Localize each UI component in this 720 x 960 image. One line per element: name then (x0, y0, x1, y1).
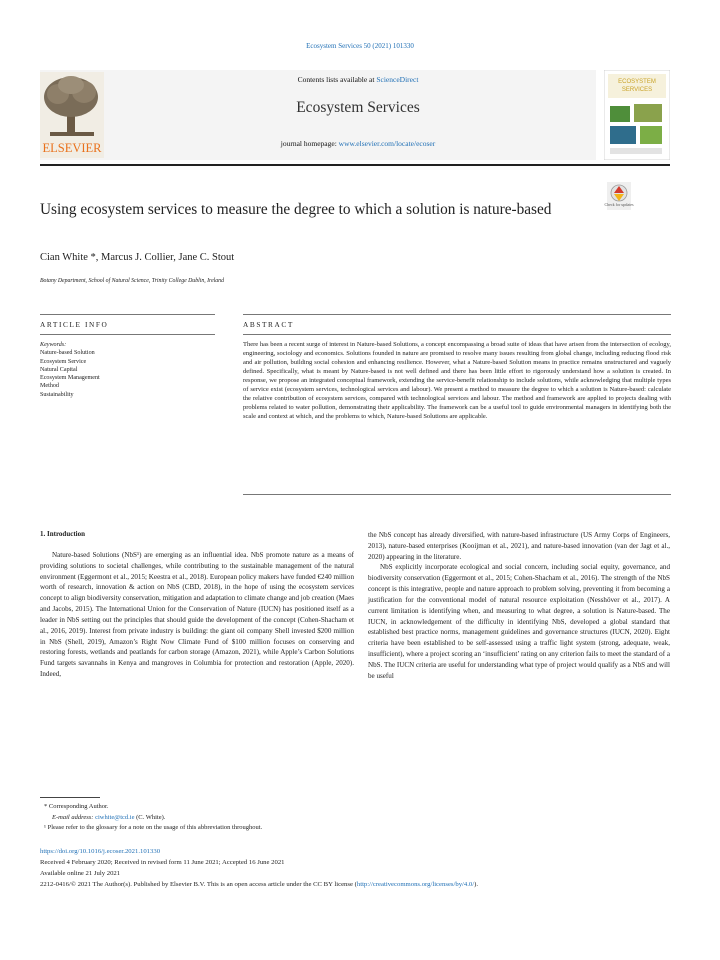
keyword-item: Method (40, 383, 59, 390)
abstract-rule-bottom (243, 494, 671, 495)
abstract-heading: ABSTRACT (243, 320, 294, 329)
intro-heading: 1. Introduction (40, 530, 85, 538)
keyword-item: Ecosystem Management (40, 375, 100, 382)
homepage-line (130, 139, 586, 148)
sciencedirect-link[interactable]: ScienceDirect (376, 75, 419, 84)
homepage-prefix: journal homepage: (280, 139, 339, 148)
license-line (40, 880, 680, 891)
intro-paragraph: Nature-based Solutions (NbS¹) are emerging as an influential idea. NbS promote nature as a means of providing solutions to societal challenges, while contributing to the sustainable management of the natural environment (Eggermont et al., 2015; Keestra et al., 2018). European policy makers have funded €240 million worth of research, innovation & action on NbS (CBD, 2018), in the hope of using the ecosystem services concept to align biodiversity conservation, mitigation and adaptation to climate change and job creation (Maes and Jacobs, 2015). The International Union for the Conservation of Nature (IUCN) has positioned itself as a leader in NbS setting out the principles that should guide the development of the concept (Cohen-Shacham et al., 2016, 2019). Interest from private industry is building: the giant oil company Shell invested $200 million in NbS (Shell, 2019), Amazon’s Right Now Climate Fund of $100 million focuses on conserving and restoring forests, wetlands and peatlands for carbon storage (Amazon, 2021), while Apple’s Carbon Solutions Fund targets savannahs in Kenya and mangroves in Columbia for protection and restoration (Apple, 2020). Indeed, (40, 551, 354, 679)
affiliation: Botany Department, School of Natural Science, Trinity College Dublin, Ireland (40, 278, 224, 284)
keyword-item: Ecosystem Service (40, 358, 87, 365)
intro-paragraph: NbS explicitly incorporate ecological and social concern, including social equity, governance, and biodiversity conservation (Eggermont et al., 2015; Cohen-Shacham et al., 2016). The strength of the NbS concept is this integrative, people and nature approach to problem solving, preventing it from becoming a justification for the conventional model of natural resource exploitation (Nesshöver et al., 2017). A current limitation is identifying when, and measuring to what degree, a solution is Nature-based. The IUCN, in acknowledgement of the difficulty in identifying NbS, developed a global standard that established best practice norms, management guidelines and governance structures (IUCN, 2020). Eight criteria have been established to be self-assessed using a traffic light system (strong, adequate, weak, insufficient), where a project scoring an ‘insufficient’ rating on any criterion fails to meet the standard of a NbS. The IUCN criteria are useful for understanding what type of project would qualify as a NbS and will be useful (368, 563, 670, 680)
author-list[interactable]: Cian White *, Marcus J. Collier, Jane C. Stout (40, 252, 235, 263)
keyword-item: Nature-based Solution (40, 350, 95, 357)
abstract-rule-mid (243, 334, 671, 335)
homepage-link[interactable]: www.elsevier.com/locate/ecoser (338, 139, 436, 148)
cover-title-line2: SERVICES (621, 87, 653, 93)
crossmark-label: Check for updates (604, 202, 634, 207)
email-link[interactable]: ciwhite@tcd.ie (95, 813, 135, 821)
publisher-logo-text: ELSEVIER (42, 141, 102, 155)
available-online: Available online 21 July 2021 (40, 869, 121, 877)
received-dates: Received 4 February 2020; Received in revised form 11 June 2021; Accepted 16 June 2021 (40, 858, 285, 866)
cover-title-line1: ECOSYSTEM (618, 79, 656, 85)
header-rule (40, 164, 670, 166)
keyword-item: Sustainability (40, 391, 74, 398)
contents-prefix: Contents lists available at (297, 75, 377, 84)
intro-paragraph: the NbS concept has already diversified, with nature-based infrastructure (US Army Corps of Engineers, 2013), nature-based enterprises (Kooijman et al., 2021), and nature-based innovation (van der Jagt et al., 2020) appearing in the literature. (368, 531, 670, 561)
contents-line (130, 75, 586, 84)
elsevier-logo (40, 72, 104, 158)
footnotes (40, 802, 670, 834)
license-prefix: 2212-0416/© 2021 The Author(s). Published by Elsevier B.V. This is an open access article under the CC BY license ( (40, 880, 357, 888)
doi-link[interactable]: https://doi.org/10.1016/j.ecoser.2021.101330 (40, 848, 161, 855)
article-info-rule-bottom (40, 334, 215, 335)
article-title: Using ecosystem services to measure the degree to which a solution is nature-based (40, 201, 552, 218)
corresponding-author-note: * Corresponding Author. (44, 803, 109, 810)
journal-reference[interactable]: Ecosystem Services 50 (2021) 101330 (306, 42, 414, 50)
publication-info (40, 847, 680, 891)
email-suffix: (C. White). (134, 813, 166, 821)
email-line (40, 813, 670, 824)
intro-left-column (40, 550, 354, 680)
abstract-rule-top (243, 314, 671, 315)
license-link[interactable]: http://creativecommons.org/licenses/by/4.0/ (356, 880, 475, 888)
keyword-item: Natural Capital (40, 366, 78, 373)
journal-cover-image[interactable] (604, 70, 670, 160)
license-suffix: ). (474, 880, 479, 888)
footnote-1: ¹ Please refer to the glossary for a note on the usage of this abbreviation throughout. (44, 824, 263, 831)
keywords-block (40, 341, 215, 399)
keywords-label: Keywords: (40, 342, 67, 348)
footnote-rule (40, 797, 100, 798)
article-info-heading: ARTICLE INFO (40, 320, 109, 329)
journal-title: Ecosystem Services (296, 99, 420, 116)
article-info-rule-top (40, 314, 215, 315)
email-label: E-mail address: (52, 813, 96, 821)
abstract-text: There has been a recent surge of interest in Nature-based Solutions, a concept encompassing a broad suite of ideas that have arisen from the intersection of ecology, engineering, sociology and economics. Solutions founded in nature are promised to resolve many issues resulting from global change, including reducing flood risk and air pollution, building social cohesion and enhancing resilience. However, what a Nature-based Solution means in practice remains unstructured and vaguely defined. Specifically, what is meant by Nature-based is not well defined and there has been little effort to rigorously understand how a solution is created. In response, we propose an integrated conceptual framework, extending the service-benefit relationship to include solutions, while acknowledging that multiple types of service exist (ecosystem services, technological services and labour). We present a method to measure the degree to which a solution is Nature-based: calculate the relative contribution of ecosystem services, compared with technological services and labour. The method and framework are applied to projects dealing with problems related to water pollution, demonstrating their applicability. The framework can be a useful tool to guide environmental managers in identifying both the scale and context at which, and the problems to which, Nature-based Solutions are applicable. (243, 341, 671, 421)
intro-right-column (368, 530, 670, 682)
